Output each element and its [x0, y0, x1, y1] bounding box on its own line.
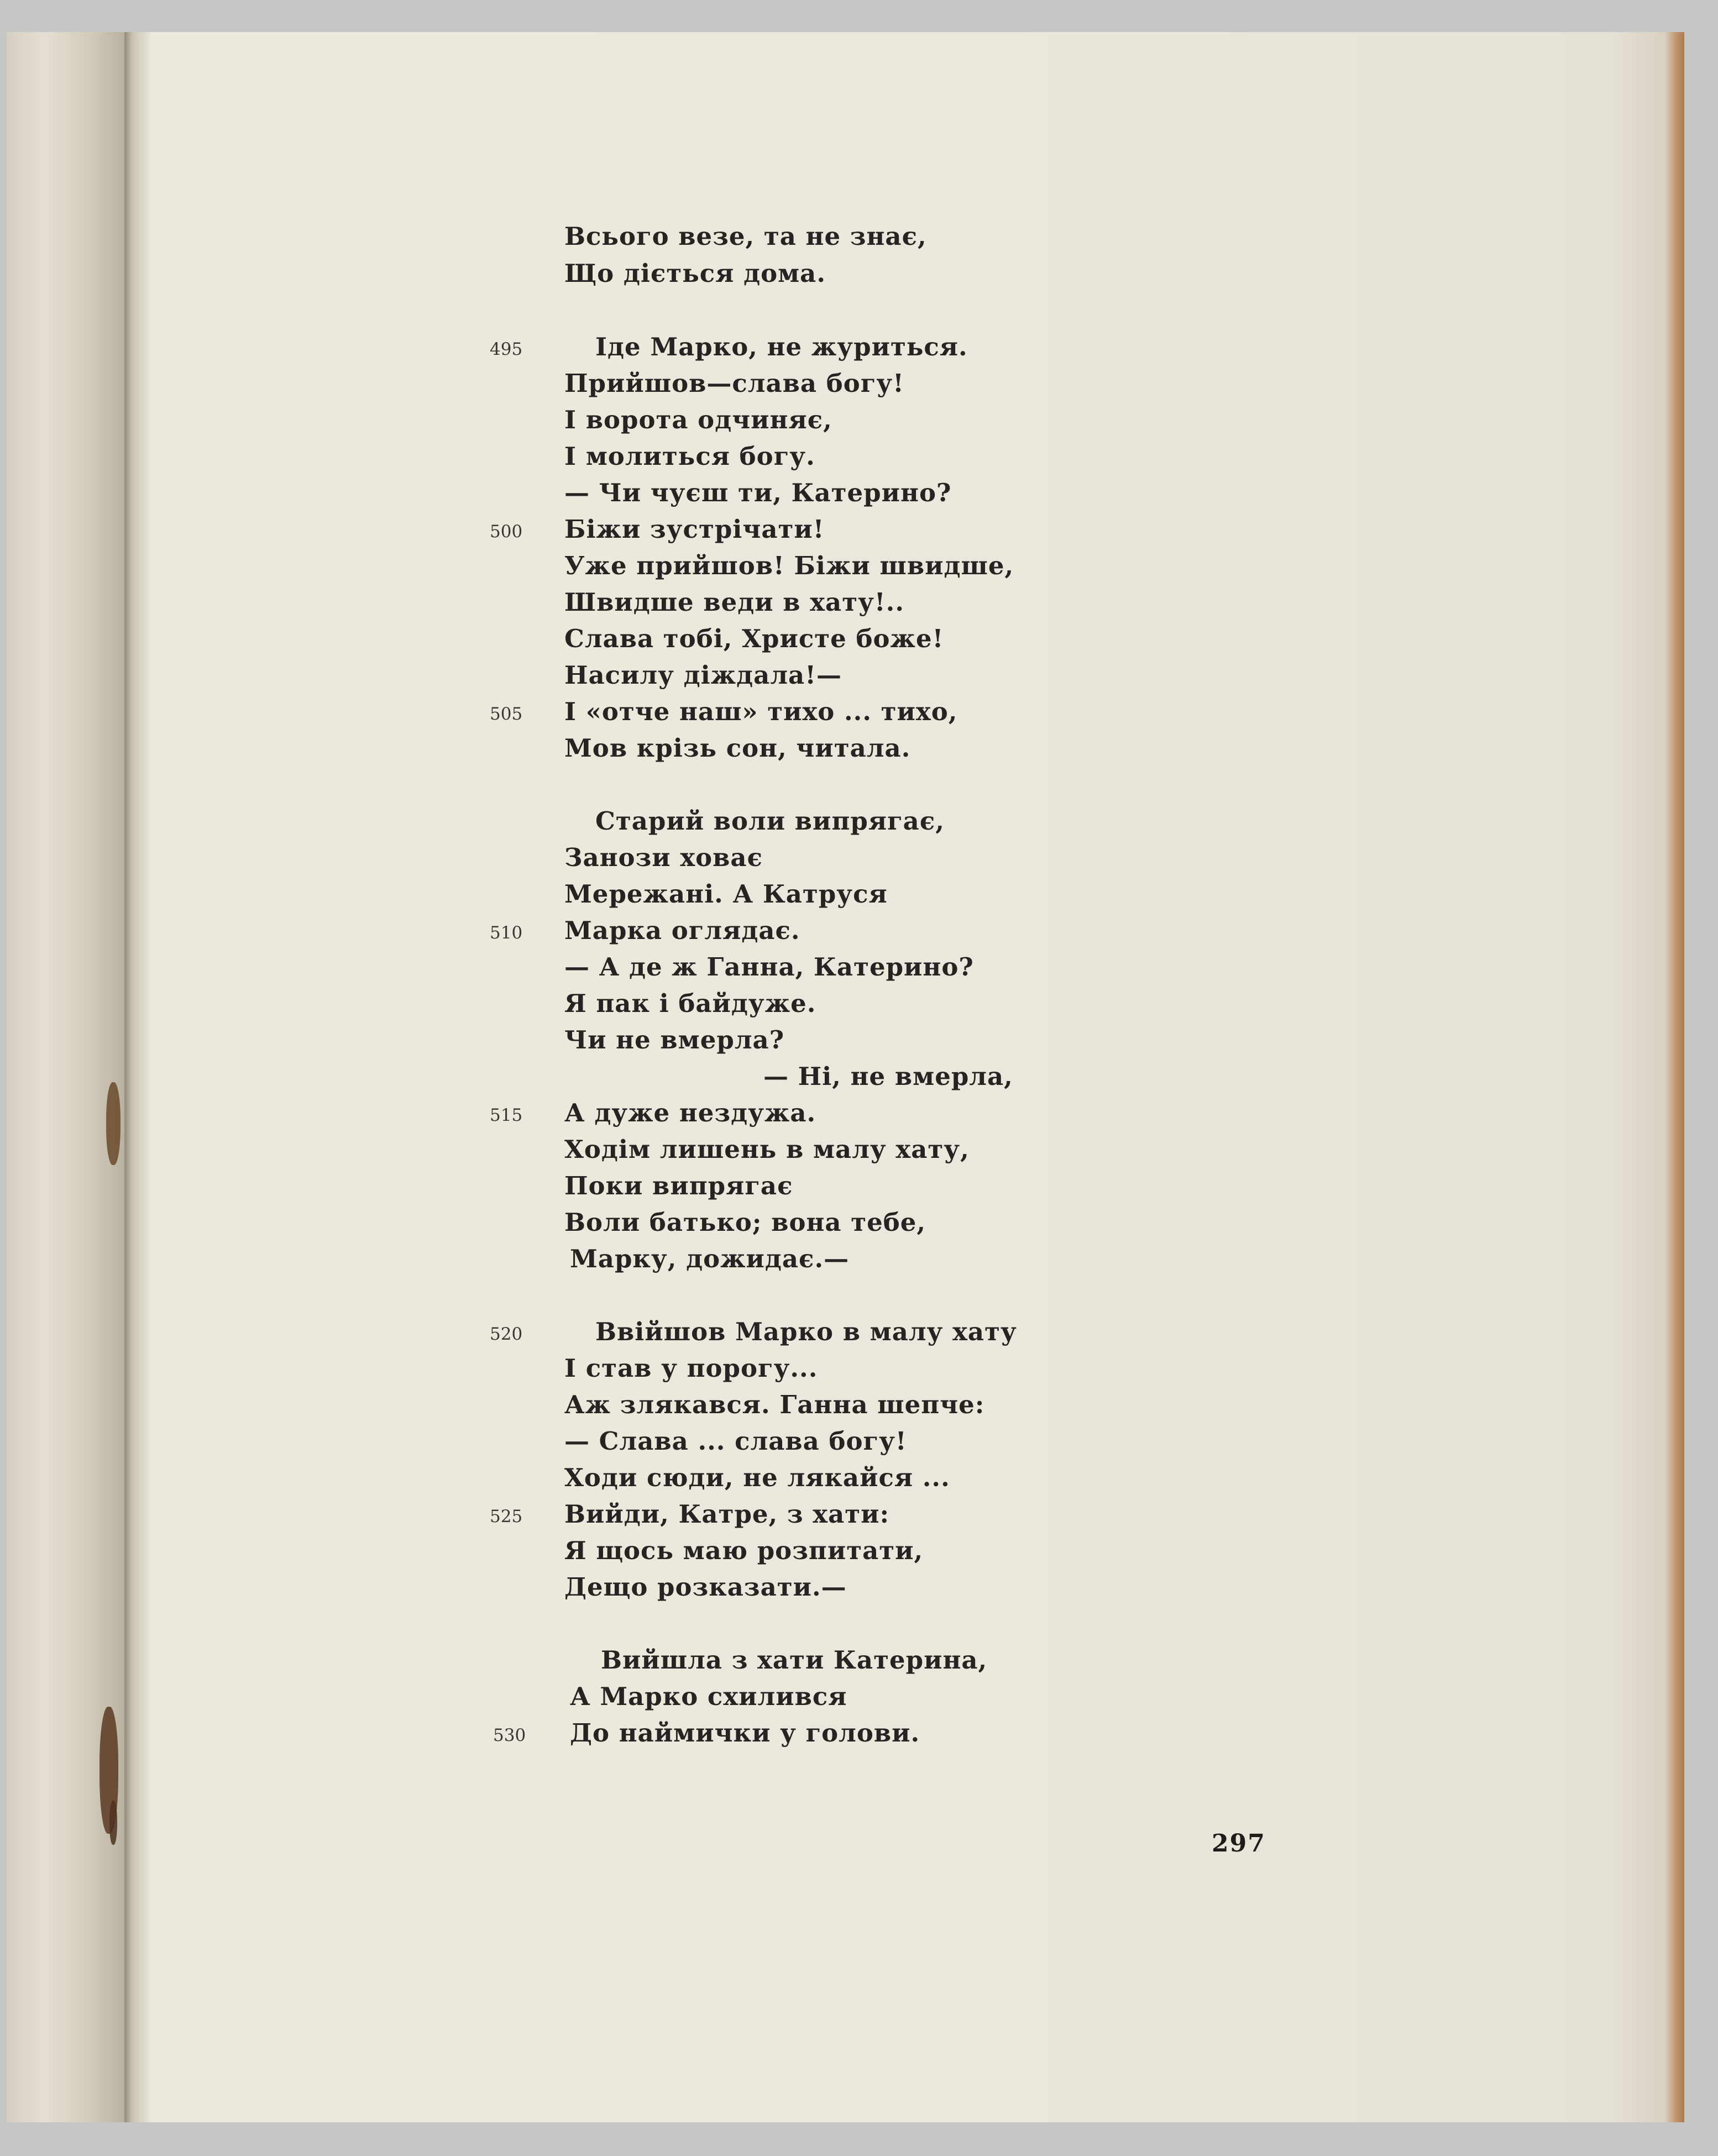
poem-line: Занози ховає	[564, 843, 763, 872]
poem-line: Воли батько; вона тебе,	[564, 1208, 926, 1237]
poem-line: Я щось маю розпитати,	[564, 1536, 924, 1565]
poem-line: Швидше веди в хату!..	[564, 587, 904, 617]
poem-line: А дуже нездужа.	[564, 1098, 816, 1127]
poem-line: І «отче наш» тихо ... тихо,	[564, 697, 958, 726]
poem-line: Що діється дома.	[564, 259, 826, 288]
line-number: 515	[490, 1105, 523, 1125]
poem-line: Всього везе, та не знає,	[564, 222, 927, 251]
poem-line: — Ні, не вмерла,	[763, 1062, 1013, 1091]
page-scan	[7, 32, 1684, 2122]
poem-line: Аж злякався. Ганна шепче:	[564, 1390, 985, 1419]
poem-line: Чи не вмерла?	[564, 1025, 785, 1055]
poem-line: — Чи чуєш ти, Катерино?	[564, 478, 952, 507]
poem-line: Марку, дожидає.—	[570, 1244, 850, 1273]
page-edge-shadow	[124, 32, 132, 2122]
poem-line: Слава тобі, Христе боже!	[564, 624, 944, 653]
poem-line: Старий воли випрягає,	[595, 806, 945, 836]
poem-line: Ввійшов Марко в малу хату	[595, 1317, 1017, 1346]
poem-line: — Слава ... слава богу!	[564, 1426, 907, 1456]
line-number: 530	[493, 1725, 526, 1745]
ink-stain	[106, 1082, 121, 1165]
ink-stain	[109, 1801, 117, 1845]
poem-line: Біжи зустрічати!	[564, 515, 825, 544]
poem-line: Уже прийшов! Біжи швидше,	[564, 551, 1014, 580]
poem-line: І став у порогу...	[564, 1354, 818, 1383]
poem-line: Поки випрягає	[564, 1171, 793, 1200]
poem-line: Ходім лишень в малу хату,	[564, 1135, 970, 1164]
page-number: 297	[1212, 1829, 1266, 1858]
poem-line: Прийшов—слава богу!	[564, 369, 904, 398]
poem-line: Мов крізь сон, читала.	[564, 733, 911, 763]
poem-line: І молиться богу.	[564, 442, 815, 471]
line-number: 510	[490, 923, 523, 943]
poem-line: Ходи сюди, не лякайся ...	[564, 1463, 950, 1492]
poem-line: Іде Марко, не журиться.	[595, 332, 968, 361]
poem-line: Дещо розказати.—	[564, 1572, 847, 1602]
poem-line: — А де ж Ганна, Катерино?	[564, 952, 974, 982]
poem-line: І ворота одчиняє,	[564, 405, 832, 434]
line-number: 500	[490, 522, 523, 542]
poem-line: Я пак і байдуже.	[564, 989, 816, 1018]
poem-line: Вийшла з хати Катерина,	[601, 1645, 988, 1675]
poem-line: Мережані. А Катруся	[564, 879, 888, 909]
line-number: 525	[490, 1507, 523, 1526]
line-number: 495	[490, 339, 523, 359]
line-number: 520	[490, 1324, 523, 1344]
poem-line: Вийди, Катре, з хати:	[564, 1499, 890, 1529]
poem-line: Насилу діждала!—	[564, 660, 842, 690]
poem-line: А Марко схилився	[570, 1682, 847, 1711]
poem-line: До наймички у голови.	[570, 1718, 920, 1748]
poem-line: Марка оглядає.	[564, 916, 800, 945]
line-number: 505	[490, 704, 523, 724]
